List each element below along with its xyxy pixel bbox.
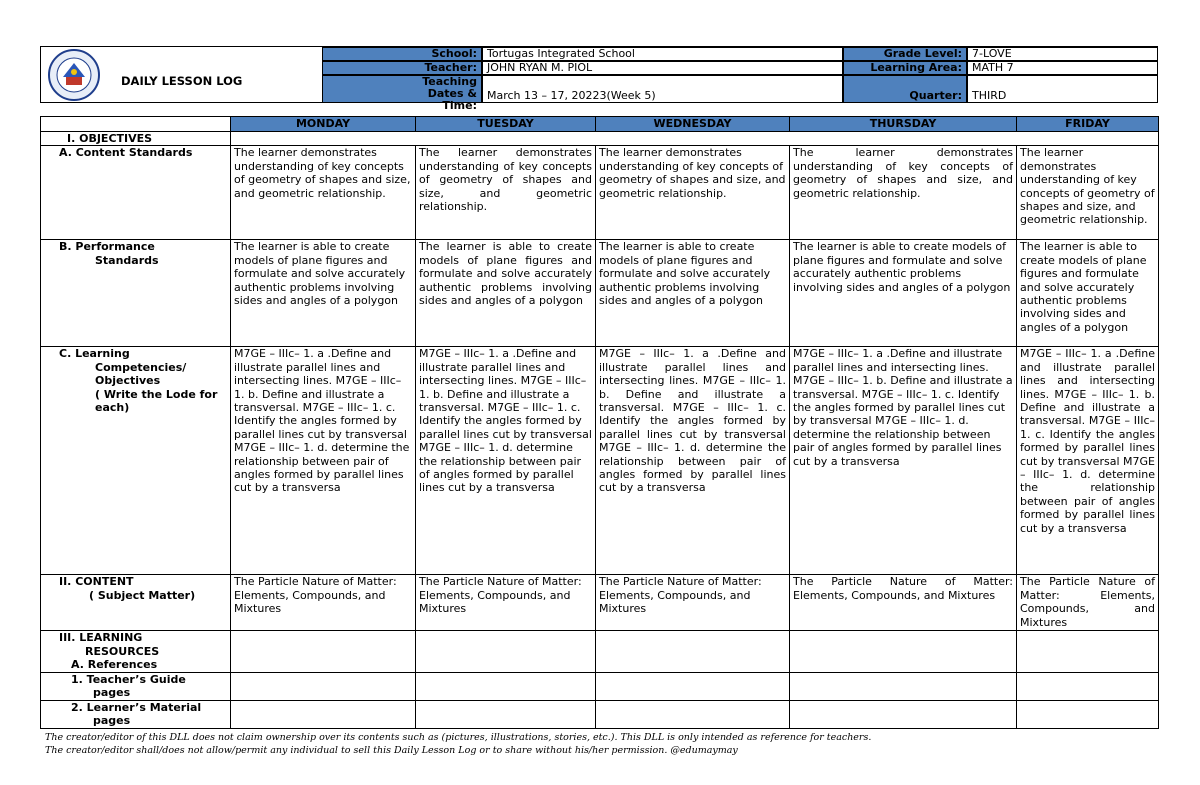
content-standards-tuesday: The learner demonstrates understanding of key concepts of geometry of shapes and size, and geometric relationship.	[416, 146, 596, 240]
tg-monday	[231, 672, 416, 700]
content-standards-label: A. Content Standards	[41, 146, 231, 240]
quarter-label: Quarter:	[843, 75, 967, 103]
performance-standards-row	[41, 240, 1159, 347]
content-label-line1: II. CONTENT	[59, 575, 134, 589]
competencies-monday: M7GE – IIIc– 1. a .Define and illustrate parallel lines and intersecting lines. M7GE – IIIc– 1. b. Define and illustrate a transversal. M7GE – IIIc– 1. c. Identify the angles formed by parallel lines cut by transversal M7GE – IIIc– 1. d. determine the relationship between pair of angles formed by parallel lines cut by a transversa	[231, 347, 416, 575]
day-tuesday: TUESDAY	[416, 117, 596, 132]
dates-label: Teaching Dates & Time:	[322, 75, 482, 103]
resources-monday	[231, 631, 416, 672]
resources-friday	[1017, 631, 1159, 672]
day-wednesday: WEDNESDAY	[596, 117, 790, 132]
lm-wednesday	[596, 700, 790, 728]
content-label-line2: ( Subject Matter)	[89, 588, 196, 602]
competencies-tuesday: M7GE – IIIc– 1. a .Define and illustrate parallel lines and intersecting lines. M7GE – IIIc– 1. b. Define and illustrate a transversal. M7GE – IIIc– 1. c. Identify the angles formed by parallel lines cut by transversal M7GE – IIIc– 1. d. determine the relationship between pair of angles formed by parallel lines cut by a transversa	[416, 347, 596, 575]
tg-wednesday	[596, 672, 790, 700]
deped-seal-icon	[41, 47, 107, 102]
content-standards-row	[41, 146, 1159, 240]
grade-value: 7-LOVE	[967, 47, 1158, 61]
lm-monday	[231, 700, 416, 728]
competencies-label	[41, 347, 231, 575]
tg-tuesday	[416, 672, 596, 700]
document-title: DAILY LESSON LOG	[121, 74, 243, 88]
teachers-guide-line2: pages	[93, 686, 131, 700]
resources-wednesday	[596, 631, 790, 672]
references-label: A. References	[71, 658, 158, 672]
resources-thursday	[790, 631, 1017, 672]
performance-label-line2: Standards	[95, 253, 159, 267]
performance-wednesday: The learner is able to create models of plane figures and formulate and solve accurately authentic problems involving sides and angles of a polygon	[596, 240, 790, 347]
performance-standards-label	[41, 240, 231, 347]
objectives-label: I. OBJECTIVES	[41, 132, 231, 146]
content-wednesday: The Particle Nature of Matter: Elements, Compounds, and Mixtures	[596, 575, 790, 631]
day-monday: MONDAY	[231, 117, 416, 132]
competencies-label-line5: each)	[95, 401, 130, 415]
area-label: Learning Area:	[843, 61, 967, 75]
lm-thursday	[790, 700, 1017, 728]
objectives-span	[231, 132, 1159, 146]
competencies-label-line3: Objectives	[95, 374, 161, 388]
learning-resources-line1: III. LEARNING	[59, 631, 143, 645]
competencies-row	[41, 347, 1159, 575]
content-standards-monday: The learner demonstrates understanding of key concepts of geometry of shapes and size, and geometric relationship.	[231, 146, 416, 240]
teachers-guide-line1: 1. Teacher’s Guide	[71, 672, 186, 686]
header-block	[40, 46, 1158, 112]
blank-header-cell	[41, 117, 231, 132]
performance-label-line1: B. Performance	[59, 240, 155, 254]
learners-material-line2: pages	[93, 714, 131, 728]
learning-resources-row	[41, 631, 1159, 672]
teachers-guide-label	[41, 672, 231, 700]
disclaimer-line1: The creator/editor of this DLL does not claim ownership over its contents such as (pictures, illustrations, stories, etc.). This DLL is only intended as reference for teachers.	[45, 732, 872, 743]
disclaimer-footer	[45, 731, 1155, 757]
content-monday: The Particle Nature of Matter: Elements, Compounds, and Mixtures	[231, 575, 416, 631]
day-header-row	[41, 117, 1159, 132]
lm-tuesday	[416, 700, 596, 728]
day-thursday: THURSDAY	[790, 117, 1017, 132]
content-standards-wednesday: The learner demonstrates understanding of key concepts of geometry of shapes and size, and geometric relationship.	[596, 146, 790, 240]
learners-material-line1: 2. Learner’s Material	[71, 700, 202, 714]
objectives-row	[41, 132, 1159, 146]
teacher-label: Teacher:	[322, 61, 482, 75]
tg-thursday	[790, 672, 1017, 700]
tg-friday	[1017, 672, 1159, 700]
content-standards-friday: The learner demonstrates understanding of key concepts of geometry of shapes and size, and geometric relationship.	[1017, 146, 1159, 240]
competencies-label-line1: C. Learning	[59, 347, 130, 361]
content-label	[41, 575, 231, 631]
quarter-value: THIRD	[967, 75, 1158, 103]
resources-tuesday	[416, 631, 596, 672]
teachers-guide-row	[41, 672, 1159, 700]
content-tuesday: The Particle Nature of Matter: Elements, Compounds, and Mixtures	[416, 575, 596, 631]
school-value: Tortugas Integrated School	[482, 47, 843, 61]
competencies-friday: M7GE – IIIc– 1. a .Define and illustrate parallel lines and intersecting lines. M7GE – IIIc– 1. b. Define and illustrate a transversal. M7GE – IIIc– 1. c. Identify the angles formed by parallel lines cut by transversal M7GE – IIIc– 1. d. determine the relationship between pair of angles formed by parallel lines cut by a transversa	[1017, 347, 1159, 575]
performance-thursday: The learner is able to create models of plane figures and formulate and solve accurately authentic problems involving sides and angles of a polygon	[790, 240, 1017, 347]
competencies-label-line2: Competencies/	[95, 360, 187, 374]
learning-resources-label	[41, 631, 231, 672]
disclaimer-line2: The creator/editor shall/does not allow/permit any individual to sell this Daily Lesson Log or to share without his/her permission. @edumaymay	[45, 745, 738, 756]
learners-material-row	[41, 700, 1159, 728]
lm-friday	[1017, 700, 1159, 728]
teacher-value: JOHN RYAN M. PIOL	[482, 61, 843, 75]
dates-value: March 13 – 17, 20223(Week 5)	[482, 75, 843, 103]
content-friday: The Particle Nature of Matter: Elements, Compounds, and Mixtures	[1017, 575, 1159, 631]
performance-tuesday: The learner is able to create models of plane figures and formulate and solve accurately authentic problems involving sides and angles of a polygon	[416, 240, 596, 347]
learners-material-label	[41, 700, 231, 728]
performance-monday: The learner is able to create models of plane figures and formulate and solve accurately authentic problems involving sides and angles of a polygon	[231, 240, 416, 347]
content-standards-thursday: The learner demonstrates understanding of key concepts of geometry of shapes and size, and geometric relationship.	[790, 146, 1017, 240]
competencies-wednesday: M7GE – IIIc– 1. a .Define and illustrate parallel lines and intersecting lines. M7GE – IIIc– 1. b. Define and illustrate a transversal. M7GE – IIIc– 1. c. Identify the angles formed by parallel lines cut by transversal M7GE – IIIc– 1. d. determine the relationship between pair of angles formed by parallel lines cut by a transversa	[596, 347, 790, 575]
lesson-log-table	[40, 116, 1159, 729]
day-friday: FRIDAY	[1017, 117, 1159, 132]
learning-resources-line2: RESOURCES	[85, 644, 160, 658]
area-value: MATH 7	[967, 61, 1158, 75]
competencies-thursday: M7GE – IIIc– 1. a .Define and illustrate parallel lines and intersecting lines. M7GE – IIIc– 1. b. Define and illustrate a transversal. M7GE – IIIc– 1. c. Identify the angles formed by parallel lines cut by transversal M7GE – IIIc– 1. d. determine the relationship between pair of angles formed by parallel lines cut by a transversa	[790, 347, 1017, 575]
grade-label: Grade Level:	[843, 47, 967, 61]
content-thursday: The Particle Nature of Matter: Elements, Compounds, and Mixtures	[790, 575, 1017, 631]
content-row	[41, 575, 1159, 631]
performance-friday: The learner is able to create models of plane figures and formulate and solve accurately authentic problems involving sides and angles of a polygon	[1017, 240, 1159, 347]
competencies-label-line4: ( Write the Lode for	[95, 387, 218, 401]
school-label: School:	[322, 47, 482, 61]
